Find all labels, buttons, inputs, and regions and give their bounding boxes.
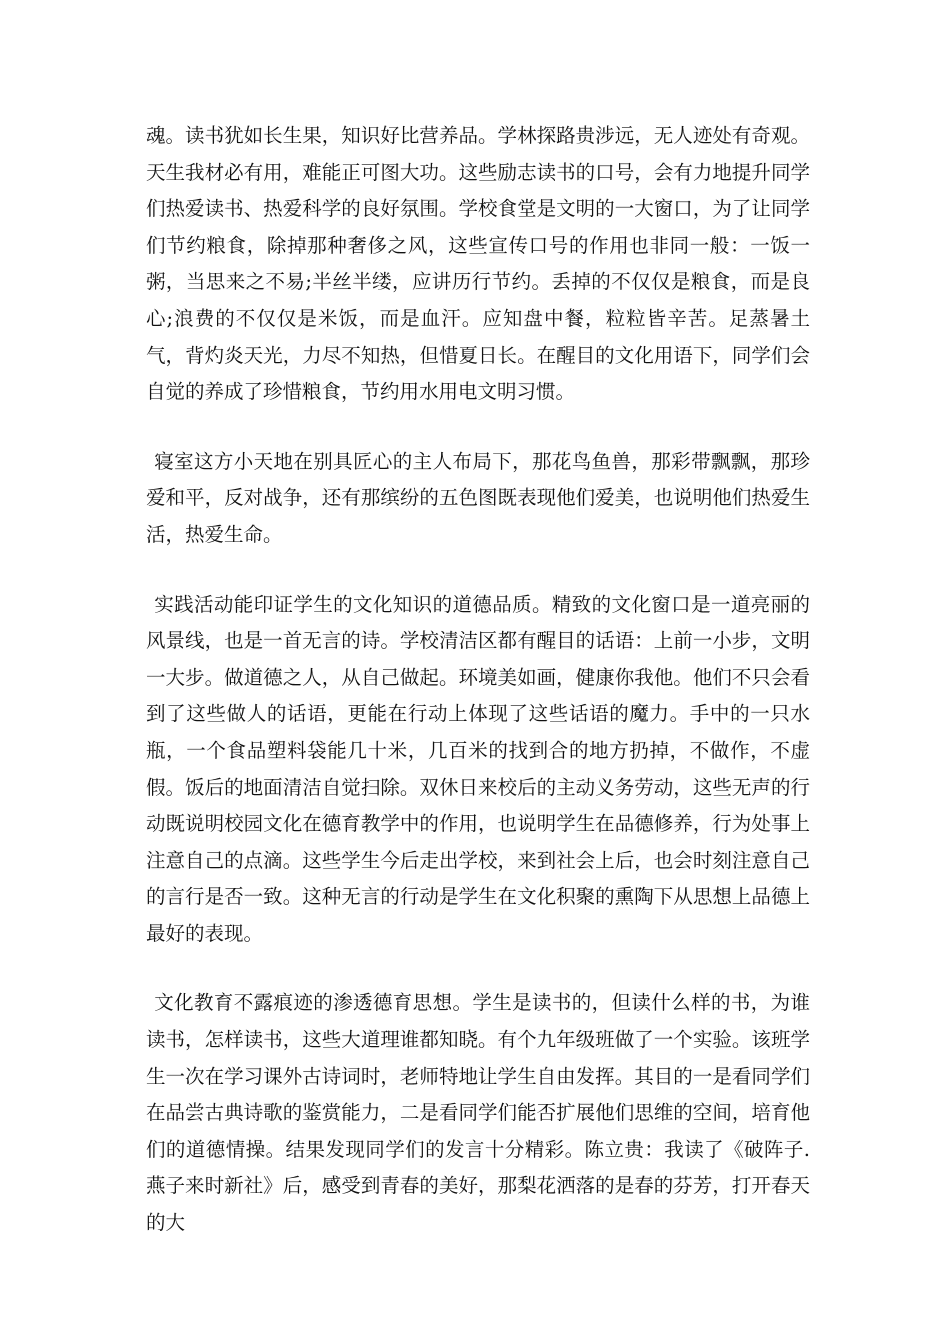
paragraph-3: 实践活动能印证学生的文化知识的道德品质。精致的文化窗口是一道亮丽的风景线，也是一首无言的诗。学校清洁区都有醒目的话语：上前一小步，文明一大步。做道德之人，从自己做起。环境美如画，健康你我他。他们不只会看到了这些做人的话语，更能在行动上体现了这些话语的魔力。手中的一只水瓶，一个食品塑料袋能几十米，几百米的找到合的地方扔掉，不做作，不虚假。饭后的地面清洁自觉扫除。双休日来校后的主动义务劳动，这些无声的行动既说明校园文化在德育教学中的作用，也说明学生在品德修养，行为处事上注意自己的点滴。这些学生今后走出学校，来到社会上后，也会时刻注意自己的言行是否一致。这种无言的行动是学生在文化积聚的熏陶下从思想上品德上最好的表现。 <box>146 592 810 945</box>
paragraph-1: 魂。读书犹如长生果，知识好比营养品。学林探路贵涉远，无人迹处有奇观。天生我材必有用，难能正可图大功。这些励志读书的口号，会有力地提升同学们热爱读书、热爱科学的良好氛围。学校食堂是文明的一大窗口，为了让同学们节约粮食，除掉那种奢侈之风，这些宣传口号的作用也非同一般：一饭一粥，当思来之不易;半丝半缕，应讲历行节约。丢掉的不仅仅是粮食，而是良心;浪费的不仅仅是米饭，而是血汗。应知盘中餐，粒粒皆辛苦。足蒸暑土气，背灼炎天光，力尽不知热，但惜夏日长。在醒目的文化用语下，同学们会自觉的养成了珍惜粮食，节约用水用电文明习惯。 <box>146 124 810 404</box>
paragraph-4: 文化教育不露痕迹的渗透德育思想。学生是读书的，但读什么样的书，为谁读书，怎样读书，这些大道理谁都知晓。有个九年级班做了一个实验。该班学生一次在学习课外古诗词时，老师特地让学生自由发挥。其目的一是看同学们在品尝古典诗歌的鉴赏能力，二是看同学们能否扩展他们思维的空间，培育他们的道德情操。结果发现同学们的发言十分精彩。陈立贵：我读了《破阵子.燕子来时新社》后，感受到青春的美好，那梨花洒落的是春的芬芳，打开春天的大 <box>146 991 810 1235</box>
paragraph-2: 寝室这方小天地在别具匠心的主人布局下，那花鸟鱼兽，那彩带飘飘，那珍爱和平，反对战争，还有那缤纷的五色图既表现他们爱美，也说明他们热爱生活，热爱生命。 <box>146 449 810 546</box>
document-body <box>146 118 810 1242</box>
